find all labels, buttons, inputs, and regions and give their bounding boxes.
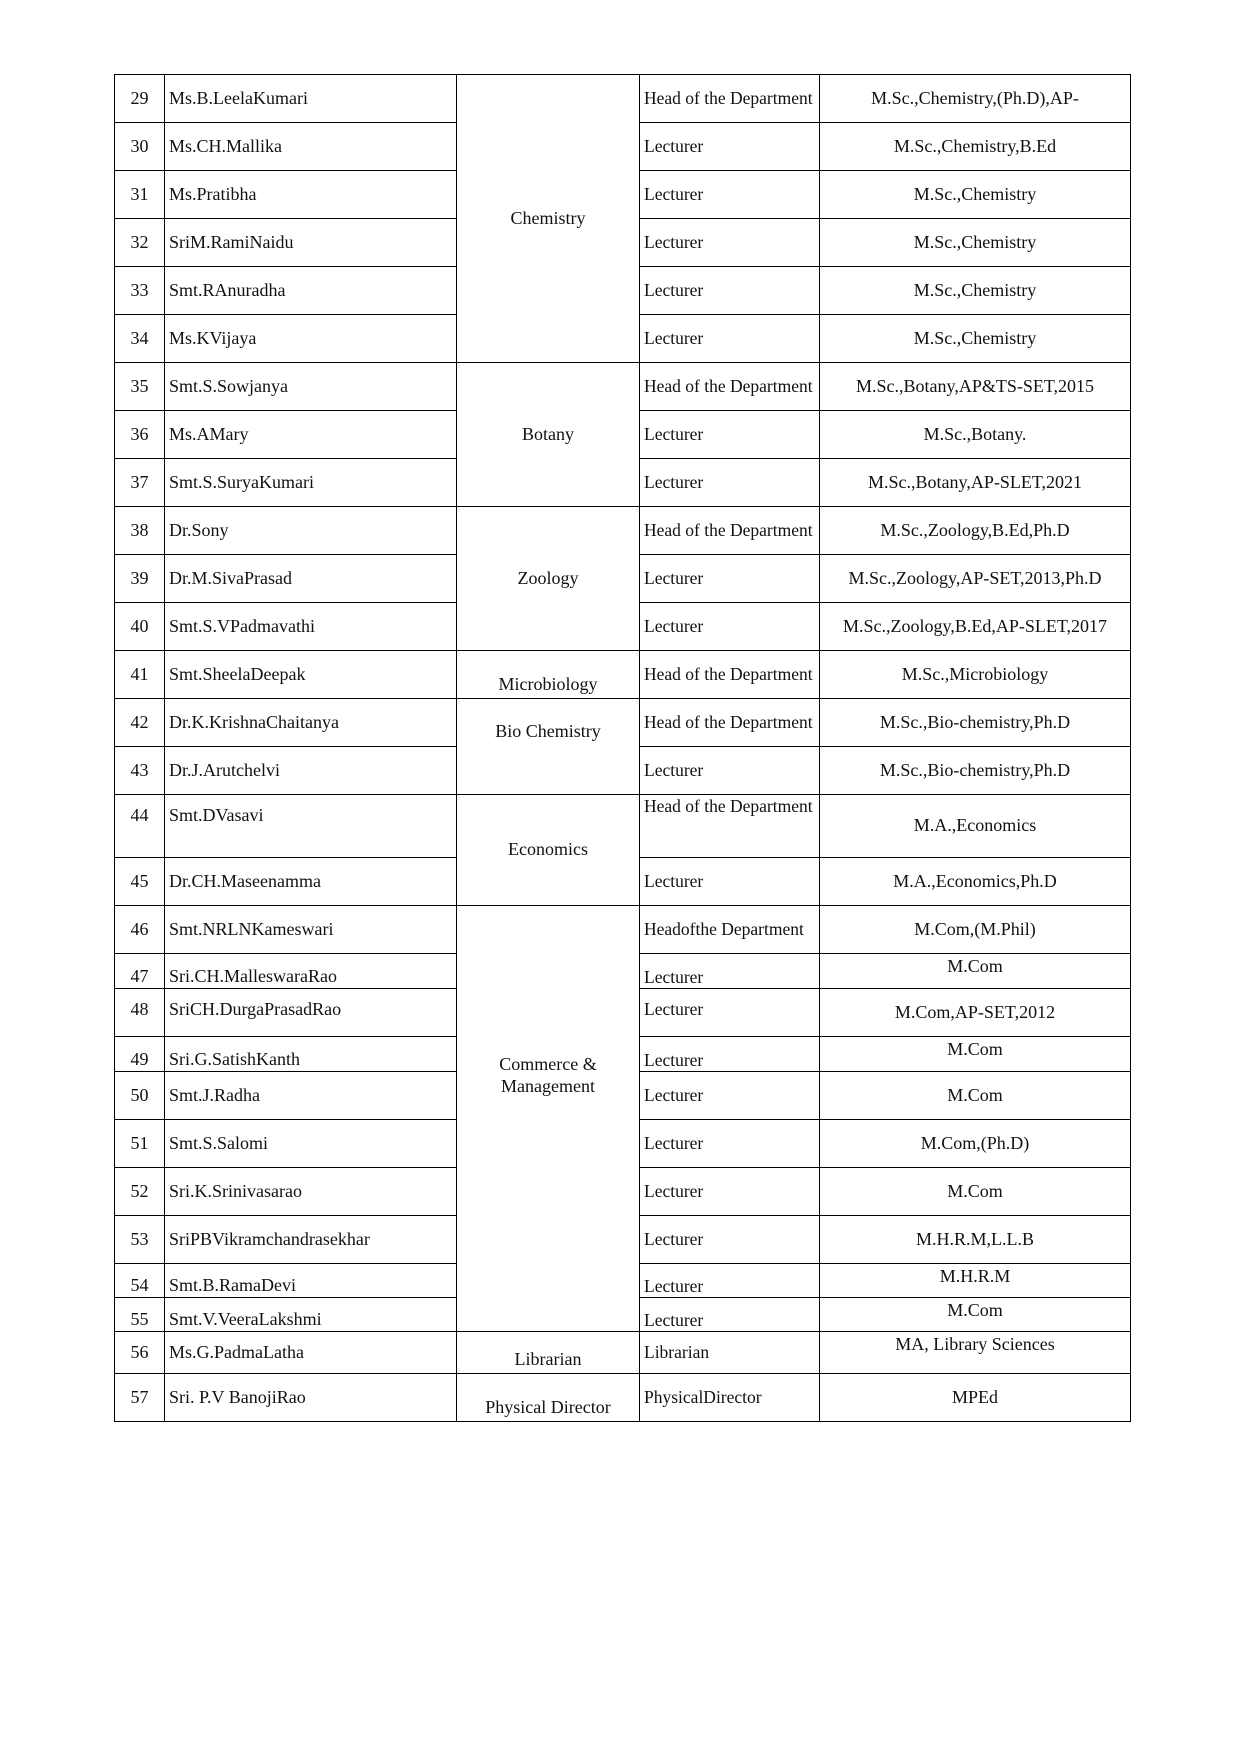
designation: Lecturer — [640, 1120, 820, 1168]
qualification: M.Com — [820, 1168, 1131, 1216]
serial-number: 34 — [115, 315, 165, 363]
designation: Lecturer — [640, 603, 820, 651]
qualification: M.Sc.,Chemistry — [820, 219, 1131, 267]
designation: Head of the Department — [640, 507, 820, 555]
designation: Lecturer — [640, 1264, 820, 1298]
department-botany: Botany — [457, 363, 640, 507]
serial-number: 38 — [115, 507, 165, 555]
department-commerce-line2: Management — [501, 1075, 595, 1096]
serial-number: 44 — [115, 795, 165, 858]
designation: Lecturer — [640, 219, 820, 267]
staff-name: Smt.DVasavi — [165, 795, 457, 858]
designation: Lecturer — [640, 1037, 820, 1072]
staff-name: SriPBVikramchandrasekhar — [165, 1216, 457, 1264]
serial-number: 47 — [115, 954, 165, 989]
qualification: M.Sc.,Chemistry — [820, 267, 1131, 315]
staff-name: Smt.J.Radha — [165, 1072, 457, 1120]
designation: Lecturer — [640, 747, 820, 795]
qualification: M.H.R.M — [820, 1264, 1131, 1298]
designation: Head of the Department — [640, 75, 820, 123]
serial-number: 52 — [115, 1168, 165, 1216]
qualification: M.Sc.,Chemistry — [820, 315, 1131, 363]
designation: Lecturer — [640, 858, 820, 906]
table-row — [115, 363, 1131, 411]
qualification: MPEd — [820, 1374, 1131, 1422]
designation: Head of the Department — [640, 363, 820, 411]
staff-name: Smt.RAnuradha — [165, 267, 457, 315]
qualification: M.Sc.,Microbiology — [820, 651, 1131, 699]
qualification: M.A.,Economics — [820, 795, 1131, 858]
table-row — [115, 699, 1131, 747]
designation: Lecturer — [640, 411, 820, 459]
staff-name: Ms.B.LeelaKumari — [165, 75, 457, 123]
staff-name: Smt.SheelaDeepak — [165, 651, 457, 699]
serial-number: 30 — [115, 123, 165, 171]
designation: Lecturer — [640, 459, 820, 507]
department-physical-director: Physical Director — [457, 1374, 640, 1422]
designation: Lecturer — [640, 989, 820, 1037]
staff-name: Ms.Pratibha — [165, 171, 457, 219]
designation: Head of the Department — [640, 699, 820, 747]
qualification: M.Com — [820, 1072, 1131, 1120]
serial-number: 37 — [115, 459, 165, 507]
qualification: M.Com — [820, 1298, 1131, 1332]
department-economics: Economics — [457, 795, 640, 906]
qualification: M.Sc.,Botany. — [820, 411, 1131, 459]
designation: PhysicalDirector — [640, 1374, 820, 1422]
designation: Lecturer — [640, 1072, 820, 1120]
staff-name: Ms.G.PadmaLatha — [165, 1332, 457, 1374]
designation: Lecturer — [640, 315, 820, 363]
qualification: M.Sc.,Chemistry,B.Ed — [820, 123, 1131, 171]
serial-number: 35 — [115, 363, 165, 411]
staff-name: Smt.NRLNKameswari — [165, 906, 457, 954]
serial-number: 42 — [115, 699, 165, 747]
staff-name: Ms.CH.Mallika — [165, 123, 457, 171]
qualification: M.Sc.,Bio-chemistry,Ph.D — [820, 699, 1131, 747]
designation: Lecturer — [640, 267, 820, 315]
staff-name: Smt.V.VeeraLakshmi — [165, 1298, 457, 1332]
serial-number: 48 — [115, 989, 165, 1037]
department-zoology: Zoology — [457, 507, 640, 651]
staff-name: Ms.AMary — [165, 411, 457, 459]
qualification: M.Sc.,Botany,AP&TS-SET,2015 — [820, 363, 1131, 411]
qualification: M.Com — [820, 1037, 1131, 1072]
serial-number: 43 — [115, 747, 165, 795]
designation: Headofthe Department — [640, 906, 820, 954]
table-row — [115, 651, 1131, 699]
staff-name: Dr.Sony — [165, 507, 457, 555]
qualification: M.Sc.,Botany,AP-SLET,2021 — [820, 459, 1131, 507]
staff-name: Ms.KVijaya — [165, 315, 457, 363]
staff-name: Smt.B.RamaDevi — [165, 1264, 457, 1298]
qualification: M.Sc.,Zoology,B.Ed,Ph.D — [820, 507, 1131, 555]
designation: Lecturer — [640, 954, 820, 989]
staff-name: Smt.S.Sowjanya — [165, 363, 457, 411]
designation: Head of the Department — [640, 795, 820, 858]
serial-number: 29 — [115, 75, 165, 123]
staff-name: Dr.CH.Maseenamma — [165, 858, 457, 906]
designation: Lecturer — [640, 555, 820, 603]
serial-number: 39 — [115, 555, 165, 603]
staff-name: SriCH.DurgaPrasadRao — [165, 989, 457, 1037]
qualification: M.A.,Economics,Ph.D — [820, 858, 1131, 906]
designation: Lecturer — [640, 171, 820, 219]
qualification: M.Sc.,Zoology,B.Ed,AP-SLET,2017 — [820, 603, 1131, 651]
staff-name: Sri.CH.MalleswaraRao — [165, 954, 457, 989]
department-microbiology: Microbiology — [457, 651, 640, 699]
staff-name: Dr.M.SivaPrasad — [165, 555, 457, 603]
serial-number: 53 — [115, 1216, 165, 1264]
staff-name: Sri. P.V BanojiRao — [165, 1374, 457, 1422]
department-biochemistry: Bio Chemistry — [457, 699, 640, 795]
qualification: M.Sc.,Chemistry,(Ph.D),AP- — [820, 75, 1131, 123]
table-row — [115, 1332, 1131, 1374]
table-row — [115, 1374, 1131, 1422]
department-librarian: Librarian — [457, 1332, 640, 1374]
department-commerce-line1: Commerce & — [499, 1054, 597, 1074]
designation: Lecturer — [640, 123, 820, 171]
department-chemistry: Chemistry — [457, 75, 640, 363]
department-commerce-management — [457, 906, 640, 1332]
qualification: MA, Library Sciences — [820, 1332, 1131, 1374]
staff-name: Sri.K.Srinivasarao — [165, 1168, 457, 1216]
qualification: M.Com,(M.Phil) — [820, 906, 1131, 954]
serial-number: 36 — [115, 411, 165, 459]
serial-number: 40 — [115, 603, 165, 651]
staff-name: Dr.K.KrishnaChaitanya — [165, 699, 457, 747]
serial-number: 55 — [115, 1298, 165, 1332]
staff-name: Smt.S.SuryaKumari — [165, 459, 457, 507]
qualification: M.Com,AP-SET,2012 — [820, 989, 1131, 1037]
serial-number: 57 — [115, 1374, 165, 1422]
table-row — [115, 906, 1131, 954]
staff-name: Smt.S.Salomi — [165, 1120, 457, 1168]
serial-number: 41 — [115, 651, 165, 699]
serial-number: 50 — [115, 1072, 165, 1120]
qualification: M.Com,(Ph.D) — [820, 1120, 1131, 1168]
designation: Lecturer — [640, 1298, 820, 1332]
serial-number: 56 — [115, 1332, 165, 1374]
serial-number: 46 — [115, 906, 165, 954]
serial-number: 31 — [115, 171, 165, 219]
designation: Lecturer — [640, 1168, 820, 1216]
serial-number: 45 — [115, 858, 165, 906]
serial-number: 32 — [115, 219, 165, 267]
qualification: M.Sc.,Bio-chemistry,Ph.D — [820, 747, 1131, 795]
qualification: M.Sc.,Zoology,AP-SET,2013,Ph.D — [820, 555, 1131, 603]
qualification: M.Sc.,Chemistry — [820, 171, 1131, 219]
serial-number: 49 — [115, 1037, 165, 1072]
designation: Librarian — [640, 1332, 820, 1374]
table-row — [115, 75, 1131, 123]
staff-table — [114, 74, 1131, 1422]
qualification: M.Com — [820, 954, 1131, 989]
staff-name: Dr.J.Arutchelvi — [165, 747, 457, 795]
qualification: M.H.R.M,L.L.B — [820, 1216, 1131, 1264]
staff-name: Smt.S.VPadmavathi — [165, 603, 457, 651]
designation: Lecturer — [640, 1216, 820, 1264]
designation: Head of the Department — [640, 651, 820, 699]
staff-name: SriM.RamiNaidu — [165, 219, 457, 267]
serial-number: 54 — [115, 1264, 165, 1298]
serial-number: 51 — [115, 1120, 165, 1168]
serial-number: 33 — [115, 267, 165, 315]
table-row — [115, 795, 1131, 858]
staff-name: Sri.G.SatishKanth — [165, 1037, 457, 1072]
table-row — [115, 507, 1131, 555]
